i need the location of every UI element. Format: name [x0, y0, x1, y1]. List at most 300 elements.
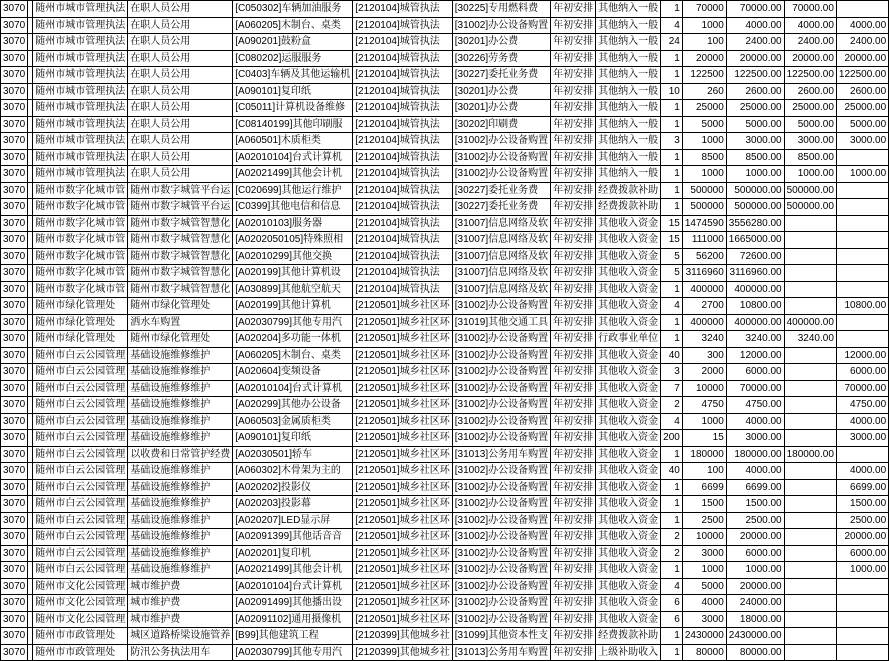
item-cell[interactable]: [A02010104]台式计算机: [233, 380, 353, 397]
org-cell[interactable]: 随州市白云公园管理: [33, 397, 128, 414]
fund-source-cell[interactable]: 其他收入资金: [596, 397, 661, 414]
plan-cell[interactable]: 年初安排: [551, 413, 596, 430]
quantity-cell[interactable]: 5: [661, 248, 683, 265]
total-cell[interactable]: 1665000.00: [726, 232, 784, 249]
org-cell[interactable]: 随州市城市管理执法: [33, 133, 128, 150]
quantity-cell[interactable]: 1: [661, 479, 683, 496]
fund-source-cell[interactable]: 其他收入资金: [596, 281, 661, 298]
row-code-cell[interactable]: 3070: [1, 1, 28, 18]
quantity-cell[interactable]: 1: [661, 628, 683, 645]
project-cell[interactable]: 随州市绿化管理处: [128, 331, 233, 348]
item-cell[interactable]: [C05011]计算机设备维修: [233, 100, 353, 117]
org-cell[interactable]: 随州市白云公园管理: [33, 479, 128, 496]
amount-a-cell[interactable]: [784, 578, 836, 595]
function-cell[interactable]: [2120104]城管执法: [353, 17, 453, 34]
amount-b-cell[interactable]: 1500.00: [836, 496, 888, 513]
org-cell[interactable]: 随州市数字化城市管: [33, 265, 128, 282]
org-cell[interactable]: 随州市数字化城市管: [33, 232, 128, 249]
item-cell[interactable]: [A02030799]其他专用汽: [233, 644, 353, 661]
row-code-cell[interactable]: 3070: [1, 512, 28, 529]
economic-cell[interactable]: [31002]办公设备购置: [452, 347, 550, 364]
amount-a-cell[interactable]: 4000.00: [784, 17, 836, 34]
row-code-cell[interactable]: 3070: [1, 479, 28, 496]
economic-cell[interactable]: [30202]印刷费: [452, 116, 550, 133]
economic-cell[interactable]: [30227]委托业务费: [452, 199, 550, 216]
quantity-cell[interactable]: 1: [661, 562, 683, 579]
economic-cell[interactable]: [30201]办公费: [452, 34, 550, 51]
row-code-cell[interactable]: 3070: [1, 232, 28, 249]
amount-a-cell[interactable]: [784, 611, 836, 628]
quantity-cell[interactable]: 40: [661, 463, 683, 480]
project-cell[interactable]: 基础设施维修维护: [128, 496, 233, 513]
price-cell[interactable]: 400000: [682, 281, 726, 298]
org-cell[interactable]: 随州市白云公园管理: [33, 380, 128, 397]
economic-cell[interactable]: [31002]办公设备购置: [452, 413, 550, 430]
price-cell[interactable]: 56200: [682, 248, 726, 265]
quantity-cell[interactable]: 1: [661, 199, 683, 216]
economic-cell[interactable]: [31007]信息网络及软: [452, 281, 550, 298]
plan-cell[interactable]: 年初安排: [551, 17, 596, 34]
org-cell[interactable]: 随州市城市管理执法: [33, 1, 128, 18]
item-cell[interactable]: [C0403]车辆及其他运输机: [233, 67, 353, 84]
org-cell[interactable]: 随州市文化公园管理: [33, 595, 128, 612]
amount-b-cell[interactable]: [836, 199, 888, 216]
item-cell[interactable]: [A020204]多功能一体机: [233, 331, 353, 348]
economic-cell[interactable]: [31007]信息网络及软: [452, 232, 550, 249]
org-cell[interactable]: 随州市绿化管理处: [33, 331, 128, 348]
amount-b-cell[interactable]: [836, 644, 888, 661]
function-cell[interactable]: [2120501]城乡社区环: [353, 562, 453, 579]
price-cell[interactable]: 8500: [682, 149, 726, 166]
plan-cell[interactable]: 年初安排: [551, 496, 596, 513]
total-cell[interactable]: 3000.00: [726, 430, 784, 447]
economic-cell[interactable]: [30227]委托业务费: [452, 182, 550, 199]
plan-cell[interactable]: 年初安排: [551, 595, 596, 612]
row-code-cell[interactable]: 3070: [1, 529, 28, 546]
total-cell[interactable]: 4000.00: [726, 17, 784, 34]
project-cell[interactable]: 在职人员公用: [128, 67, 233, 84]
fund-source-cell[interactable]: 经费拨款补助: [596, 199, 661, 216]
price-cell[interactable]: 300: [682, 347, 726, 364]
quantity-cell[interactable]: 1: [661, 166, 683, 183]
quantity-cell[interactable]: 1: [661, 512, 683, 529]
fund-source-cell[interactable]: 其他收入资金: [596, 463, 661, 480]
fund-source-cell[interactable]: 其他收入资金: [596, 265, 661, 282]
quantity-cell[interactable]: 4: [661, 298, 683, 315]
amount-b-cell[interactable]: [836, 611, 888, 628]
row-code-cell[interactable]: 3070: [1, 298, 28, 315]
quantity-cell[interactable]: 10: [661, 83, 683, 100]
amount-a-cell[interactable]: [784, 413, 836, 430]
amount-a-cell[interactable]: 180000.00: [784, 446, 836, 463]
item-cell[interactable]: [A02021499]其他会计机: [233, 166, 353, 183]
function-cell[interactable]: [2120501]城乡社区环: [353, 314, 453, 331]
amount-a-cell[interactable]: [784, 479, 836, 496]
amount-a-cell[interactable]: [784, 496, 836, 513]
amount-b-cell[interactable]: [836, 446, 888, 463]
amount-b-cell[interactable]: 2400.00: [836, 34, 888, 51]
economic-cell[interactable]: [30201]办公费: [452, 100, 550, 117]
total-cell[interactable]: 10800.00: [726, 298, 784, 315]
org-cell[interactable]: 随州市白云公园管理: [33, 463, 128, 480]
org-cell[interactable]: 随州市数字化城市管: [33, 199, 128, 216]
price-cell[interactable]: 3000: [682, 611, 726, 628]
project-cell[interactable]: 基础设施维修维护: [128, 529, 233, 546]
plan-cell[interactable]: 年初安排: [551, 215, 596, 232]
row-code-cell[interactable]: 3070: [1, 67, 28, 84]
plan-cell[interactable]: 年初安排: [551, 644, 596, 661]
amount-b-cell[interactable]: 70000.00: [836, 380, 888, 397]
project-cell[interactable]: 基础设施维修维护: [128, 430, 233, 447]
quantity-cell[interactable]: 6: [661, 611, 683, 628]
amount-b-cell[interactable]: 122500.00: [836, 67, 888, 84]
economic-cell[interactable]: [31007]信息网络及软: [452, 265, 550, 282]
economic-cell[interactable]: [31002]办公设备购置: [452, 430, 550, 447]
item-cell[interactable]: [A060205]木制台、桌类: [233, 347, 353, 364]
item-cell[interactable]: [A090201]鼓粉盒: [233, 34, 353, 51]
price-cell[interactable]: 100: [682, 34, 726, 51]
economic-cell[interactable]: [31002]办公设备购置: [452, 578, 550, 595]
function-cell[interactable]: [2120501]城乡社区环: [353, 529, 453, 546]
economic-cell[interactable]: [31002]办公设备购置: [452, 331, 550, 348]
fund-source-cell[interactable]: 其他收入资金: [596, 364, 661, 381]
function-cell[interactable]: [2120104]城管执法: [353, 248, 453, 265]
function-cell[interactable]: [2120501]城乡社区环: [353, 446, 453, 463]
total-cell[interactable]: 25000.00: [726, 100, 784, 117]
amount-b-cell[interactable]: 3000.00: [836, 133, 888, 150]
quantity-cell[interactable]: 1: [661, 116, 683, 133]
row-code-cell[interactable]: 3070: [1, 182, 28, 199]
total-cell[interactable]: 3000.00: [726, 133, 784, 150]
project-cell[interactable]: 在职人员公用: [128, 133, 233, 150]
amount-a-cell[interactable]: [784, 364, 836, 381]
amount-b-cell[interactable]: 4000.00: [836, 463, 888, 480]
total-cell[interactable]: 20000.00: [726, 50, 784, 67]
org-cell[interactable]: 随州市城市管理执法: [33, 100, 128, 117]
item-cell[interactable]: [C0399]其他电信和信息: [233, 199, 353, 216]
row-code-cell[interactable]: 3070: [1, 149, 28, 166]
quantity-cell[interactable]: 1: [661, 100, 683, 117]
plan-cell[interactable]: 年初安排: [551, 463, 596, 480]
function-cell[interactable]: [2120104]城管执法: [353, 215, 453, 232]
plan-cell[interactable]: 年初安排: [551, 281, 596, 298]
org-cell[interactable]: 随州市白云公园管理: [33, 446, 128, 463]
amount-a-cell[interactable]: [784, 347, 836, 364]
total-cell[interactable]: 18000.00: [726, 611, 784, 628]
plan-cell[interactable]: 年初安排: [551, 116, 596, 133]
project-cell[interactable]: 在职人员公用: [128, 83, 233, 100]
fund-source-cell[interactable]: 其他收入资金: [596, 248, 661, 265]
plan-cell[interactable]: 年初安排: [551, 479, 596, 496]
item-cell[interactable]: [A02091499]其他播出设: [233, 595, 353, 612]
amount-a-cell[interactable]: [784, 232, 836, 249]
plan-cell[interactable]: 年初安排: [551, 182, 596, 199]
total-cell[interactable]: 1000.00: [726, 562, 784, 579]
amount-a-cell[interactable]: [784, 380, 836, 397]
org-cell[interactable]: 随州市白云公园管理: [33, 413, 128, 430]
amount-a-cell[interactable]: 3240.00: [784, 331, 836, 348]
item-cell[interactable]: [A02030501]轿车: [233, 446, 353, 463]
total-cell[interactable]: 2500.00: [726, 512, 784, 529]
amount-b-cell[interactable]: 4000.00: [836, 17, 888, 34]
quantity-cell[interactable]: 15: [661, 232, 683, 249]
economic-cell[interactable]: [31002]办公设备购置: [452, 496, 550, 513]
amount-b-cell[interactable]: [836, 628, 888, 645]
total-cell[interactable]: 4000.00: [726, 463, 784, 480]
economic-cell[interactable]: [31002]办公设备购置: [452, 463, 550, 480]
row-code-cell[interactable]: 3070: [1, 331, 28, 348]
total-cell[interactable]: 24000.00: [726, 595, 784, 612]
amount-a-cell[interactable]: 2400.00: [784, 34, 836, 51]
org-cell[interactable]: 随州市白云公园管理: [33, 512, 128, 529]
item-cell[interactable]: [A0202050105]特殊照相: [233, 232, 353, 249]
fund-source-cell[interactable]: 其他收入资金: [596, 611, 661, 628]
function-cell[interactable]: [2120501]城乡社区环: [353, 347, 453, 364]
plan-cell[interactable]: 年初安排: [551, 50, 596, 67]
price-cell[interactable]: 20000: [682, 50, 726, 67]
quantity-cell[interactable]: 7: [661, 380, 683, 397]
item-cell[interactable]: [A030899]其他航空航天: [233, 281, 353, 298]
item-cell[interactable]: [A060205]木制台、桌类: [233, 17, 353, 34]
org-cell[interactable]: 随州市城市管理执法: [33, 17, 128, 34]
price-cell[interactable]: 5000: [682, 578, 726, 595]
amount-a-cell[interactable]: 25000.00: [784, 100, 836, 117]
project-cell[interactable]: 在职人员公用: [128, 100, 233, 117]
function-cell[interactable]: [2120501]城乡社区环: [353, 298, 453, 315]
amount-b-cell[interactable]: [836, 248, 888, 265]
project-cell[interactable]: 基础设施维修维护: [128, 479, 233, 496]
row-code-cell[interactable]: 3070: [1, 562, 28, 579]
function-cell[interactable]: [2120104]城管执法: [353, 50, 453, 67]
quantity-cell[interactable]: 200: [661, 430, 683, 447]
function-cell[interactable]: [2120104]城管执法: [353, 281, 453, 298]
plan-cell[interactable]: 年初安排: [551, 67, 596, 84]
quantity-cell[interactable]: 3: [661, 133, 683, 150]
project-cell[interactable]: 基础设施维修维护: [128, 562, 233, 579]
quantity-cell[interactable]: 2: [661, 545, 683, 562]
project-cell[interactable]: 基础设施维修维护: [128, 347, 233, 364]
price-cell[interactable]: 15: [682, 430, 726, 447]
quantity-cell[interactable]: 2: [661, 397, 683, 414]
total-cell[interactable]: 2400.00: [726, 34, 784, 51]
price-cell[interactable]: 1000: [682, 17, 726, 34]
row-code-cell[interactable]: 3070: [1, 83, 28, 100]
row-code-cell[interactable]: 3070: [1, 463, 28, 480]
plan-cell[interactable]: 年初安排: [551, 380, 596, 397]
plan-cell[interactable]: 年初安排: [551, 562, 596, 579]
plan-cell[interactable]: 年初安排: [551, 133, 596, 150]
plan-cell[interactable]: 年初安排: [551, 1, 596, 18]
amount-a-cell[interactable]: 3000.00: [784, 133, 836, 150]
quantity-cell[interactable]: 1: [661, 1, 683, 18]
project-cell[interactable]: 基础设施维修维护: [128, 512, 233, 529]
quantity-cell[interactable]: 5: [661, 265, 683, 282]
item-cell[interactable]: [A02010103]服务器: [233, 215, 353, 232]
plan-cell[interactable]: 年初安排: [551, 100, 596, 117]
quantity-cell[interactable]: 1: [661, 182, 683, 199]
project-cell[interactable]: 城市维护费: [128, 578, 233, 595]
fund-source-cell[interactable]: 其他收入资金: [596, 298, 661, 315]
plan-cell[interactable]: 年初安排: [551, 166, 596, 183]
row-code-cell[interactable]: 3070: [1, 166, 28, 183]
amount-a-cell[interactable]: [784, 463, 836, 480]
function-cell[interactable]: [2120399]其他城乡社: [353, 644, 453, 661]
amount-b-cell[interactable]: [836, 215, 888, 232]
fund-source-cell[interactable]: 其他收入资金: [596, 347, 661, 364]
amount-a-cell[interactable]: 70000.00: [784, 1, 836, 18]
plan-cell[interactable]: 年初安排: [551, 265, 596, 282]
price-cell[interactable]: 500000: [682, 182, 726, 199]
project-cell[interactable]: 基础设施维修维护: [128, 380, 233, 397]
total-cell[interactable]: 3116960.00: [726, 265, 784, 282]
org-cell[interactable]: 随州市绿化管理处: [33, 314, 128, 331]
amount-a-cell[interactable]: [784, 248, 836, 265]
price-cell[interactable]: 80000: [682, 644, 726, 661]
project-cell[interactable]: 防汛公务执法用车: [128, 644, 233, 661]
fund-source-cell[interactable]: 经费拨款补助: [596, 628, 661, 645]
item-cell[interactable]: [A020604]变频设备: [233, 364, 353, 381]
price-cell[interactable]: 1000: [682, 166, 726, 183]
quantity-cell[interactable]: 4: [661, 578, 683, 595]
function-cell[interactable]: [2120104]城管执法: [353, 149, 453, 166]
row-code-cell[interactable]: 3070: [1, 199, 28, 216]
fund-source-cell[interactable]: 其他收入资金: [596, 446, 661, 463]
price-cell[interactable]: 1500: [682, 496, 726, 513]
plan-cell[interactable]: 年初安排: [551, 611, 596, 628]
amount-a-cell[interactable]: [784, 512, 836, 529]
item-cell[interactable]: [C050302]车辆加油服务: [233, 1, 353, 18]
item-cell[interactable]: [A090101]复印纸: [233, 83, 353, 100]
plan-cell[interactable]: 年初安排: [551, 232, 596, 249]
org-cell[interactable]: 随州市白云公园管理: [33, 562, 128, 579]
project-cell[interactable]: 随州市数字城管智慧化: [128, 281, 233, 298]
item-cell[interactable]: [A090101]复印纸: [233, 430, 353, 447]
project-cell[interactable]: 基础设施维修维护: [128, 545, 233, 562]
row-code-cell[interactable]: 3070: [1, 265, 28, 282]
row-code-cell[interactable]: 3070: [1, 611, 28, 628]
plan-cell[interactable]: 年初安排: [551, 248, 596, 265]
plan-cell[interactable]: 年初安排: [551, 446, 596, 463]
price-cell[interactable]: 3240: [682, 331, 726, 348]
amount-a-cell[interactable]: [784, 529, 836, 546]
price-cell[interactable]: 500000: [682, 199, 726, 216]
row-code-cell[interactable]: 3070: [1, 314, 28, 331]
plan-cell[interactable]: 年初安排: [551, 199, 596, 216]
price-cell[interactable]: 4000: [682, 595, 726, 612]
item-cell[interactable]: [A020203]投影幕: [233, 496, 353, 513]
economic-cell[interactable]: [31013]公务用车购置: [452, 446, 550, 463]
project-cell[interactable]: 在职人员公用: [128, 149, 233, 166]
org-cell[interactable]: 随州市城市管理执法: [33, 50, 128, 67]
amount-a-cell[interactable]: 1000.00: [784, 166, 836, 183]
function-cell[interactable]: [2120104]城管执法: [353, 100, 453, 117]
quantity-cell[interactable]: 1: [661, 149, 683, 166]
fund-source-cell[interactable]: 其他收入资金: [596, 529, 661, 546]
amount-a-cell[interactable]: [784, 545, 836, 562]
item-cell[interactable]: [A020202]投影仪: [233, 479, 353, 496]
total-cell[interactable]: 72600.00: [726, 248, 784, 265]
row-code-cell[interactable]: 3070: [1, 50, 28, 67]
item-cell[interactable]: [A02091102]通用摄像机: [233, 611, 353, 628]
item-cell[interactable]: [A02030799]其他专用汽: [233, 314, 353, 331]
total-cell[interactable]: 1500.00: [726, 496, 784, 513]
plan-cell[interactable]: 年初安排: [551, 83, 596, 100]
total-cell[interactable]: 20000.00: [726, 529, 784, 546]
org-cell[interactable]: 随州市白云公园管理: [33, 364, 128, 381]
row-code-cell[interactable]: 3070: [1, 215, 28, 232]
row-code-cell[interactable]: 3070: [1, 116, 28, 133]
amount-b-cell[interactable]: 3000.00: [836, 430, 888, 447]
economic-cell[interactable]: [31099]其他资本性支: [452, 628, 550, 645]
org-cell[interactable]: 随州市绿化管理处: [33, 298, 128, 315]
total-cell[interactable]: 80000.00: [726, 644, 784, 661]
fund-source-cell[interactable]: 其他收入资金: [596, 512, 661, 529]
price-cell[interactable]: 100: [682, 463, 726, 480]
item-cell[interactable]: [A020201]复印机: [233, 545, 353, 562]
quantity-cell[interactable]: 1: [661, 446, 683, 463]
quantity-cell[interactable]: 1: [661, 644, 683, 661]
economic-cell[interactable]: [31002]办公设备购置: [452, 166, 550, 183]
org-cell[interactable]: 随州市白云公园管理: [33, 496, 128, 513]
economic-cell[interactable]: [31002]办公设备购置: [452, 149, 550, 166]
plan-cell[interactable]: 年初安排: [551, 545, 596, 562]
amount-b-cell[interactable]: [836, 314, 888, 331]
org-cell[interactable]: 随州市城市管理执法: [33, 34, 128, 51]
plan-cell[interactable]: 年初安排: [551, 331, 596, 348]
plan-cell[interactable]: 年初安排: [551, 512, 596, 529]
item-cell[interactable]: [A020207]LED显示屏: [233, 512, 353, 529]
total-cell[interactable]: 3240.00: [726, 331, 784, 348]
total-cell[interactable]: 6000.00: [726, 545, 784, 562]
row-code-cell[interactable]: 3070: [1, 133, 28, 150]
project-cell[interactable]: 城市维护费: [128, 611, 233, 628]
quantity-cell[interactable]: 1: [661, 331, 683, 348]
total-cell[interactable]: 400000.00: [726, 314, 784, 331]
economic-cell[interactable]: [30227]委托业务费: [452, 67, 550, 84]
amount-b-cell[interactable]: [836, 1, 888, 18]
amount-a-cell[interactable]: 8500.00: [784, 149, 836, 166]
amount-b-cell[interactable]: [836, 281, 888, 298]
amount-a-cell[interactable]: [784, 298, 836, 315]
plan-cell[interactable]: 年初安排: [551, 364, 596, 381]
project-cell[interactable]: 随州市数字城管智慧化: [128, 248, 233, 265]
quantity-cell[interactable]: 15: [661, 215, 683, 232]
amount-b-cell[interactable]: 1000.00: [836, 166, 888, 183]
quantity-cell[interactable]: 1: [661, 281, 683, 298]
economic-cell[interactable]: [31002]办公设备购置: [452, 529, 550, 546]
total-cell[interactable]: 3556280.00: [726, 215, 784, 232]
row-code-cell[interactable]: 3070: [1, 100, 28, 117]
project-cell[interactable]: 基础设施维修维护: [128, 364, 233, 381]
fund-source-cell[interactable]: 其他纳入一般: [596, 67, 661, 84]
amount-b-cell[interactable]: 12000.00: [836, 347, 888, 364]
function-cell[interactable]: [2120104]城管执法: [353, 182, 453, 199]
price-cell[interactable]: 1474590: [682, 215, 726, 232]
amount-a-cell[interactable]: 20000.00: [784, 50, 836, 67]
row-code-cell[interactable]: 3070: [1, 413, 28, 430]
project-cell[interactable]: 基础设施维修维护: [128, 397, 233, 414]
project-cell[interactable]: 随州市数字城管平台运: [128, 199, 233, 216]
amount-b-cell[interactable]: 20000.00: [836, 50, 888, 67]
amount-b-cell[interactable]: 10800.00: [836, 298, 888, 315]
economic-cell[interactable]: [31002]办公设备购置: [452, 545, 550, 562]
price-cell[interactable]: 1000: [682, 133, 726, 150]
plan-cell[interactable]: 年初安排: [551, 628, 596, 645]
org-cell[interactable]: 随州市文化公园管理: [33, 578, 128, 595]
fund-source-cell[interactable]: 其他纳入一般: [596, 116, 661, 133]
amount-b-cell[interactable]: [836, 182, 888, 199]
item-cell[interactable]: [A02010104]台式计算机: [233, 578, 353, 595]
